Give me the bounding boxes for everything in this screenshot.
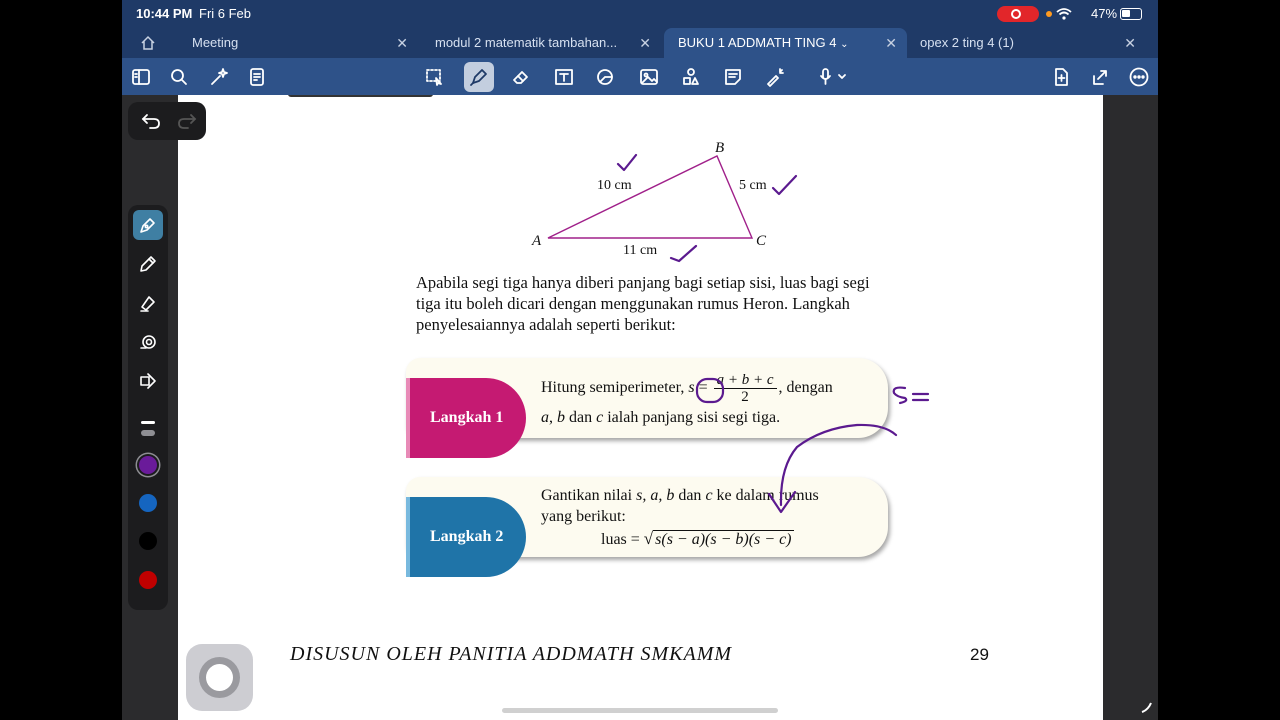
shape-tool-icon[interactable] [133, 366, 163, 396]
tab-label: opex 2 ting 4 (1) [920, 35, 1014, 50]
step-2-line-1: Gantikan nilai s, a, b dan c ke dalam rumus [541, 487, 819, 504]
status-bar [122, 0, 1158, 28]
tab-bar [122, 28, 1158, 58]
ink-corner-mark [1140, 700, 1154, 714]
tab-label: BUKU 1 ADDMATH TING 4 ⌄ [678, 35, 849, 50]
elements-icon[interactable] [676, 62, 706, 92]
home-icon[interactable] [140, 35, 156, 51]
eraser-icon[interactable] [506, 62, 536, 92]
home-indicator[interactable] [502, 708, 778, 713]
more-icon[interactable] [1124, 62, 1154, 92]
text-box-icon[interactable] [549, 62, 579, 92]
step-1-tab: Langkah 1 [406, 378, 526, 458]
page-footer: DISUSUN OLEH PANITIA ADDMATH SMKAMM [290, 643, 733, 665]
undo-redo-panel [128, 102, 206, 140]
ipad-screen [122, 0, 1158, 720]
step-2-line-2: yang berikut: [541, 508, 626, 525]
document-page[interactable] [178, 95, 1103, 720]
pencil-icon[interactable] [133, 249, 163, 279]
thin-stroke-option[interactable] [141, 421, 155, 424]
tab-meeting[interactable] [178, 28, 418, 58]
color-swatch-black[interactable] [139, 532, 157, 550]
search-icon[interactable] [164, 62, 194, 92]
assistive-touch-button[interactable] [186, 644, 253, 711]
wifi-icon [1056, 8, 1072, 20]
battery-percentage: 47% [1091, 6, 1118, 21]
fountain-pen-icon[interactable] [133, 210, 163, 240]
step-2-card [406, 477, 888, 557]
toolbar [122, 58, 1158, 95]
side-ab-label: 10 cm [597, 178, 632, 193]
intro-paragraph: Apabila segi tiga hanya diberi panjang bagi setiap sisi, luas bagi segi tiga itu boleh dicari dengan menggunakan rumus Heron. Langkah penyelesaiannya adalah seperti berikut: [416, 273, 870, 334]
sparkle-icon[interactable] [204, 62, 234, 92]
vertex-c-label: C [756, 233, 767, 249]
page-number: 29 [970, 645, 989, 664]
close-tab-icon[interactable]: ✕ [396, 35, 408, 51]
screen-recording-indicator[interactable] [997, 6, 1039, 22]
status-date: Fri 6 Feb [199, 6, 252, 21]
pen-icon[interactable] [464, 62, 494, 92]
share-icon[interactable] [1085, 62, 1115, 92]
redo-icon[interactable] [176, 110, 198, 132]
tab-buku-1-addmath[interactable] [664, 28, 907, 58]
tab-opex-2[interactable] [906, 28, 1146, 58]
lasso-icon[interactable] [419, 62, 449, 92]
status-time: 10:44 PM [136, 6, 193, 21]
image-icon[interactable] [634, 62, 664, 92]
sidebar-icon[interactable] [126, 62, 156, 92]
close-tab-icon[interactable]: ✕ [1124, 35, 1136, 51]
close-tab-icon[interactable]: ✕ [639, 35, 651, 51]
side-bc-label: 5 cm [739, 178, 767, 193]
side-ac-label: 11 cm [623, 243, 658, 258]
tab-label: modul 2 matematik tambahan... [435, 35, 618, 50]
semiperimeter-fraction: $\frac{a + b + c}{2}$ [714, 372, 777, 405]
step-1-card [406, 358, 888, 438]
thick-stroke-option[interactable] [141, 430, 155, 436]
triangle-shape [548, 156, 752, 238]
microphone-icon[interactable] [812, 62, 854, 92]
chevron-down-icon[interactable]: ⌄ [840, 39, 849, 50]
heron-formula: luas = √ s(s − a)(s − b)(s − c) [601, 529, 792, 548]
laser-pointer-icon[interactable] [760, 62, 790, 92]
document-list-icon[interactable] [242, 62, 272, 92]
record-icon [1011, 9, 1021, 19]
step-1-line-2: a, b dan c ialah panjang sisi segi tiga. [541, 409, 781, 426]
undo-icon[interactable] [140, 110, 162, 132]
sticky-note-icon[interactable] [718, 62, 748, 92]
step-2-tab: Langkah 2 [406, 497, 526, 577]
vertex-b-label: B [715, 140, 725, 156]
sqrt-symbol: √ [643, 529, 654, 548]
tab-label: Meeting [192, 35, 239, 50]
color-swatch-purple[interactable] [139, 456, 157, 474]
shapes-icon[interactable] [591, 62, 621, 92]
battery-icon [1120, 8, 1142, 20]
add-page-icon[interactable] [1046, 62, 1076, 92]
vertex-a-label: A [532, 233, 542, 249]
mic-in-use-dot [1046, 11, 1052, 17]
close-tab-icon[interactable]: ✕ [885, 35, 897, 51]
cropped-heading [288, 95, 433, 97]
color-swatch-blue[interactable] [139, 494, 157, 512]
eraser-tool-icon[interactable] [133, 327, 163, 357]
highlighter-icon[interactable] [133, 288, 163, 318]
pen-palette [128, 205, 168, 610]
color-swatch-red[interactable] [139, 571, 157, 589]
step-1-line-1: Hitung semiperimeter, s = $\frac{a + b + c}{2}$ , dengan [541, 372, 833, 405]
tab-modul-2[interactable] [421, 28, 661, 58]
triangle-diagram [518, 135, 768, 265]
